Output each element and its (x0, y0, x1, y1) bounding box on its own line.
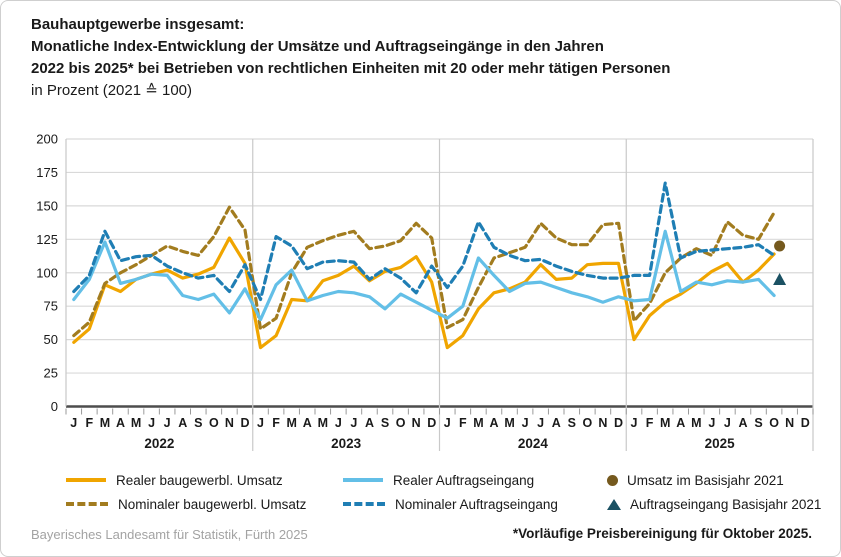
source-attribution: Bayerisches Landesamt für Statistik, Fürth 2025 (31, 527, 308, 542)
svg-text:150: 150 (36, 198, 58, 214)
legend-label: Umsatz im Basisjahr 2021 (627, 472, 784, 488)
legend-swatch-dashed-blue (343, 502, 385, 506)
svg-text:O: O (208, 416, 219, 430)
svg-text:A: A (115, 416, 125, 430)
svg-text:J: J (163, 416, 171, 430)
svg-text:F: F (85, 416, 94, 430)
svg-text:M: M (504, 416, 515, 430)
legend-item-realer-auftragseingang (343, 472, 534, 488)
legend-swatch-solid-orange (66, 478, 106, 482)
svg-text:J: J (521, 416, 529, 430)
svg-text:N: N (598, 416, 608, 430)
svg-text:D: D (613, 416, 623, 430)
svg-text:J: J (257, 416, 265, 430)
legend-item-umsatz-basisjahr (593, 472, 784, 488)
legend-label: Nominaler Auftragseingang (395, 496, 558, 512)
svg-text:S: S (567, 416, 576, 430)
legend-item-nominaler-umsatz (66, 496, 306, 512)
svg-text:J: J (334, 416, 342, 430)
svg-text:J: J (630, 416, 638, 430)
legend-label: Auftragseingang Basisjahr 2021 (630, 496, 822, 512)
svg-text:F: F (459, 416, 467, 430)
svg-text:M: M (99, 416, 111, 430)
svg-text:175: 175 (36, 164, 58, 180)
legend-label: Realer Auftragseingang (393, 472, 535, 488)
svg-text:J: J (148, 416, 156, 430)
svg-text:J: J (350, 416, 358, 430)
svg-text:100: 100 (36, 265, 58, 281)
svg-text:A: A (489, 416, 499, 430)
svg-text:F: F (645, 416, 654, 430)
svg-text:N: N (411, 416, 421, 430)
svg-text:J: J (537, 416, 545, 430)
svg-text:A: A (178, 416, 188, 430)
svg-text:M: M (286, 416, 297, 430)
svg-text:2025: 2025 (704, 436, 735, 451)
svg-text:A: A (738, 416, 748, 430)
svg-text:D: D (240, 416, 250, 430)
triangle-marker-icon (607, 499, 621, 510)
svg-text:J: J (723, 416, 731, 430)
svg-text:J: J (70, 416, 78, 430)
title-line-2: Monatliche Index-Entwicklung der Umsätze und Auftragseingänge in den Jahren (31, 38, 604, 55)
svg-text:O: O (769, 416, 779, 430)
legend-swatch-dashed-brown (66, 502, 108, 506)
legend-item-nominaler-auftragseingang (343, 496, 558, 512)
svg-text:0: 0 (50, 399, 58, 414)
svg-text:S: S (194, 416, 203, 430)
svg-text:M: M (130, 416, 142, 430)
title-line-1: Bauhauptgewerbe insgesamt: (31, 16, 245, 33)
svg-text:2022: 2022 (144, 436, 175, 451)
svg-text:O: O (582, 416, 593, 430)
svg-text:S: S (754, 416, 763, 430)
circle-marker-icon (607, 475, 618, 486)
title-line-3: 2022 bis 2025* bei Betrieben von rechtlichen Einheiten mit 20 oder mehr tätigen Personen (31, 60, 671, 77)
svg-text:M: M (691, 416, 702, 430)
svg-text:O: O (395, 416, 406, 430)
svg-text:D: D (800, 416, 810, 430)
footnote: *Vorläufige Preisbereinigung für Oktober 2025. (512, 526, 812, 541)
svg-text:A: A (302, 416, 312, 430)
svg-text:200: 200 (36, 131, 58, 147)
legend-item-realer-umsatz (66, 472, 283, 488)
svg-text:A: A (676, 416, 686, 430)
svg-text:M: M (473, 416, 484, 430)
legend-label: Realer baugewerbl. Umsatz (116, 472, 283, 488)
legend-label: Nominaler baugewerbl. Umsatz (118, 496, 307, 512)
legend-swatch-solid-lightblue (343, 478, 383, 482)
svg-text:N: N (785, 416, 795, 430)
svg-text:M: M (659, 416, 671, 430)
legend-item-auftragseingang-basisjahr (593, 496, 821, 512)
svg-text:J: J (708, 416, 716, 430)
svg-text:M: M (317, 416, 328, 430)
svg-text:J: J (443, 416, 451, 430)
svg-text:A: A (551, 416, 561, 430)
svg-text:125: 125 (36, 231, 58, 247)
svg-text:2024: 2024 (517, 436, 548, 451)
svg-text:N: N (224, 416, 234, 430)
svg-text:S: S (380, 416, 390, 430)
svg-text:F: F (272, 416, 280, 430)
svg-text:75: 75 (43, 298, 58, 314)
title-line-4: in Prozent (2021 ≙ 100) (31, 82, 192, 99)
svg-text:25: 25 (43, 365, 58, 381)
svg-text:2023: 2023 (331, 436, 362, 451)
svg-text:50: 50 (43, 332, 58, 348)
svg-text:D: D (427, 416, 437, 430)
svg-text:A: A (364, 416, 374, 430)
